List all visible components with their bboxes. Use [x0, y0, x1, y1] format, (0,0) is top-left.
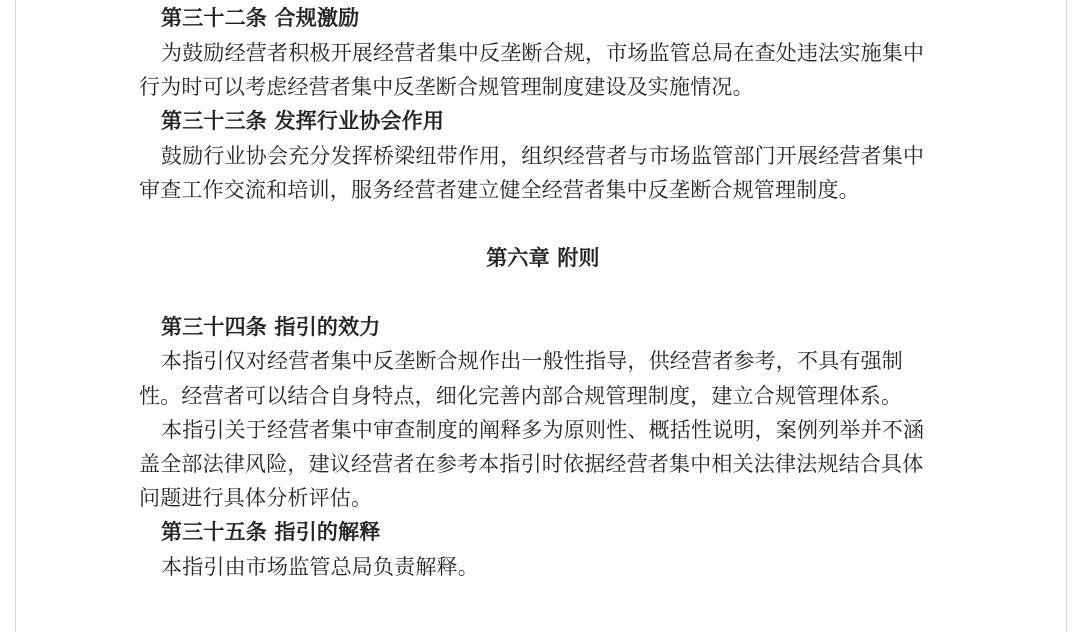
article-33-heading: 第三十三条 发挥行业协会作用	[161, 108, 445, 133]
article-34-heading: 第三十四条 指引的效力	[161, 314, 381, 339]
article-34-paragraph-1-line-1: 本指引仅对经营者集中反垄断合规作出一般性指导，供经营者参考，不具有强制	[161, 349, 903, 373]
article-32-heading: 第三十二条 合规激励	[161, 5, 360, 30]
article-34-paragraph-2-line-2: 盖全部法律风险，建议经营者在参考本指引时依据经营者集中相关法律法规结合具体	[139, 452, 924, 476]
article-34-paragraph-1-line-2: 性。经营者可以结合自身特点，细化完善内部合规管理制度，建立合规管理体系。	[139, 384, 903, 408]
article-32-paragraph-line-1: 为鼓励经营者积极开展经营者集中反垄断合规，市场监管总局在查处违法实施集中	[161, 41, 925, 65]
article-34-paragraph-2-line-3: 问题进行具体分析评估。	[139, 486, 373, 510]
article-35-paragraph-line-1: 本指引由市场监管总局负责解释。	[161, 555, 479, 579]
document-page	[15, 0, 1067, 632]
article-34-paragraph-2-line-1: 本指引关于经营者集中审查制度的阐释多为原则性、概括性说明，案例列举并不涵	[161, 418, 925, 442]
article-33-paragraph-line-1: 鼓励行业协会充分发挥桥梁纽带作用，组织经营者与市场监管部门开展经营者集中	[161, 144, 925, 168]
article-32-paragraph-line-2: 行为时可以考虑经营者集中反垄断合规管理制度建设及实施情况。	[139, 75, 754, 99]
article-35-heading: 第三十五条 指引的解释	[161, 519, 381, 544]
chapter-6-title: 第六章 附则	[486, 245, 600, 270]
article-33-paragraph-line-2: 审查工作交流和培训，服务经营者建立健全经营者集中反垄断合规管理制度。	[139, 178, 860, 202]
